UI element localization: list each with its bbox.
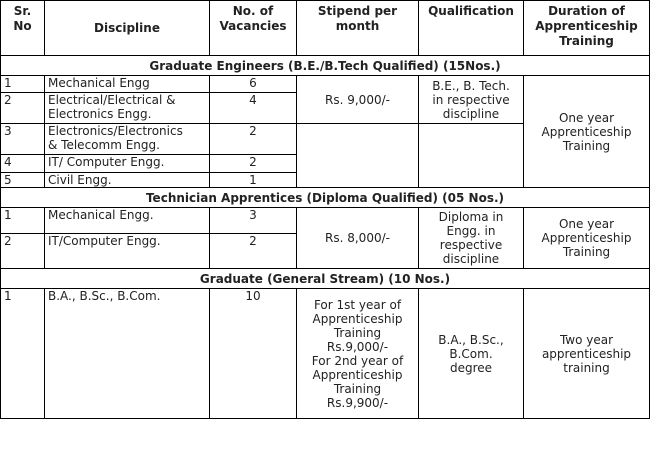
table-row [1,289,650,419]
sr-cell: 4 [1,155,45,173]
vacancies-cell: 2 [210,124,297,155]
qualification-cell: B.E., B. Tech. in respective discipline [419,76,524,124]
duration-cell: One year Apprenticeship Training [524,76,650,188]
vacancies-cell: 6 [210,76,297,93]
discipline-cell: Mechanical Engg. [45,208,210,234]
qualification-cell: B.A., B.Sc., B.Com. degree [419,289,524,419]
header-stipend: Stipend per month [297,1,419,56]
section-row [1,56,650,76]
qualification-cell: Diploma in Engg. in respective discipline [419,208,524,269]
sr-cell: 2 [1,93,45,124]
table-row [1,76,650,93]
vacancies-cell: 3 [210,208,297,234]
stipend-cell: Rs. 9,000/- [297,76,419,124]
section-title: Graduate (General Stream) (10 Nos.) [1,269,650,289]
duration-cell: Two year apprenticeship training [524,289,650,419]
discipline-cell: B.A., B.Sc., B.Com. [45,289,210,419]
stipend-cell: Rs. 8,000/- [297,208,419,269]
discipline-cell: Electrical/Electrical & Electronics Engg. [45,93,210,124]
duration-cell: One year Apprenticeship Training [524,208,650,269]
qualification-empty-cell [419,124,524,188]
stipend-empty-cell [297,124,419,188]
vacancies-cell: 1 [210,173,297,188]
header-sr: Sr. No [1,1,45,56]
stipend-cell: For 1st year of Apprenticeship Training Rs.9,000/- For 2nd year of Apprenticeship Training Rs.9,900/- [297,289,419,419]
discipline-cell: Civil Engg. [45,173,210,188]
discipline-cell: IT/Computer Engg. [45,234,210,269]
section-title: Technician Apprentices (Diploma Qualified) (05 Nos.) [1,188,650,208]
sr-cell: 5 [1,173,45,188]
header-duration: Duration of Apprenticeship Training [524,1,650,56]
sr-cell: 1 [1,76,45,93]
sr-cell: 3 [1,124,45,155]
vacancies-cell: 10 [210,289,297,419]
table-row [1,208,650,234]
section-row [1,269,650,289]
section-row [1,188,650,208]
header-discipline: Discipline [45,1,210,56]
vacancies-cell: 2 [210,155,297,173]
header-vacancies: No. of Vacancies [210,1,297,56]
vacancies-cell: 4 [210,93,297,124]
header-qualification: Qualification [419,1,524,56]
sr-cell: 2 [1,234,45,269]
sr-cell: 1 [1,289,45,419]
sr-cell: 1 [1,208,45,234]
discipline-cell: IT/ Computer Engg. [45,155,210,173]
header-row [1,1,650,56]
discipline-cell: Mechanical Engg [45,76,210,93]
discipline-cell: Electronics/Electronics & Telecomm Engg. [45,124,210,155]
vacancies-cell: 2 [210,234,297,269]
section-title: Graduate Engineers (B.E./B.Tech Qualified) (15Nos.) [1,56,650,76]
